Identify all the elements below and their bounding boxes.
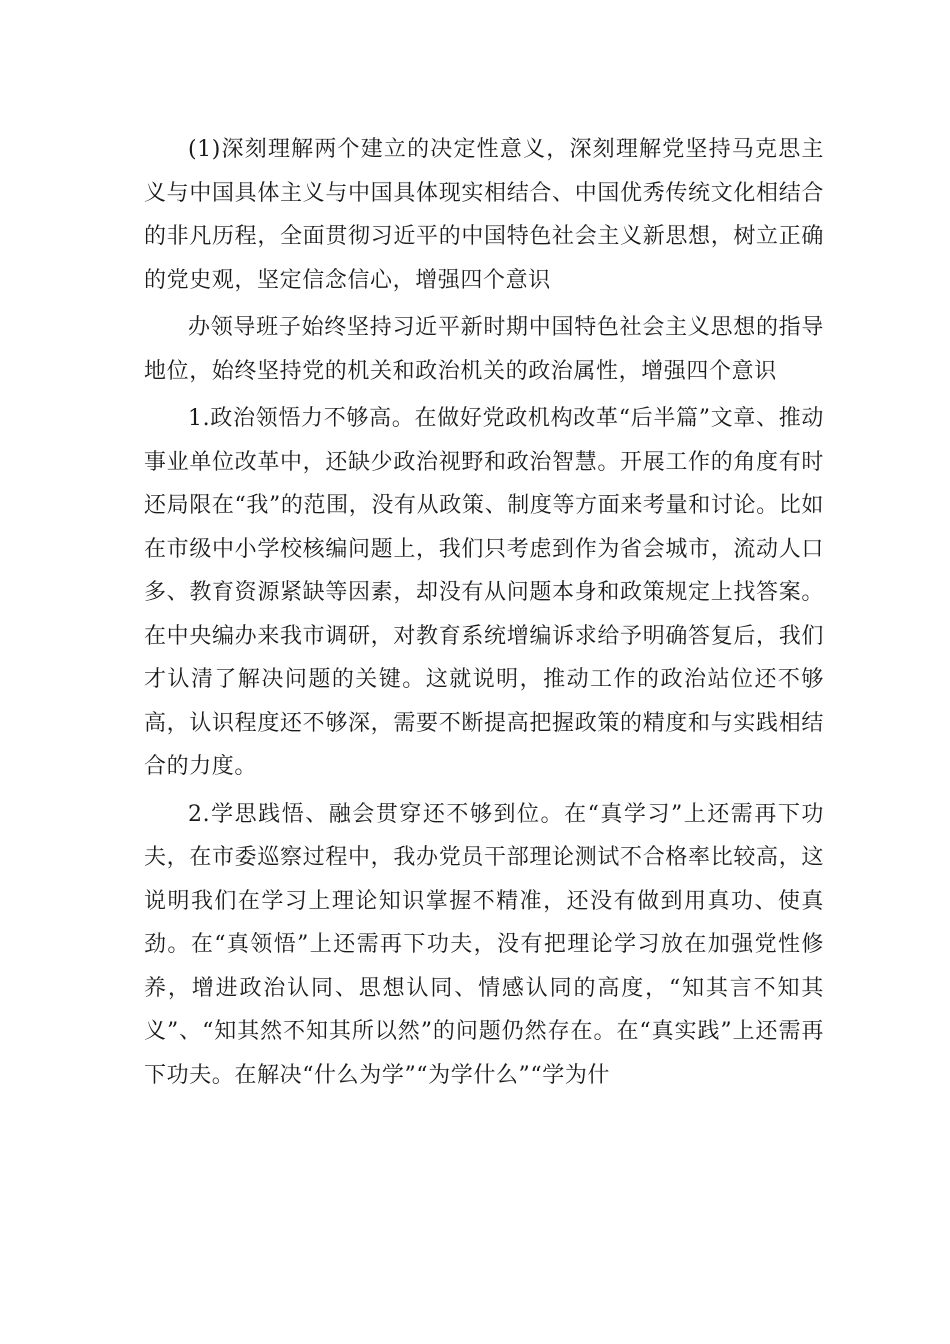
paragraph-understanding: (1)深刻理解两个建立的决定性意义，深刻理解党坚持马克思主义与中国具体主义与中国具体现实相结合、中国优秀传统文化相结合的非凡历程，全面贯彻习近平的中国特色社会主义新思想，树立正确的党史观，坚定信念信心，增强四个意识 bbox=[144, 137, 824, 293]
document-body bbox=[144, 128, 824, 1097]
paragraph-leadership: 办领导班子始终坚持习近平新时期中国特色社会主义思想的指导地位，始终坚持党的机关和政治机关的政治属性，增强四个意识 bbox=[144, 315, 824, 384]
paragraph-political-insight: 1.政治领悟力不够高。在做好党政机构改革“后半篇”文章、推动事业单位改革中，还缺少政治视野和政治智慧。开展工作的角度有时还局限在“我”的范围，没有从政策、制度等方面来考量和讨论。比如在市级中小学校核编问题上，我们只考虑到作为省会城市，流动人口多、教育资源紧缺等因素，却没有从问题本身和政策规定上找答案。在中央编办来我市调研，对教育系统增编诉求给予明确答复后，我们才认清了解决问题的关键。这就说明，推动工作的政治站位还不够高，认识程度还不够深，需要不断提高把握政策的精度和与实践相结合的力度。 bbox=[144, 406, 824, 779]
paragraph-study-practice: 2.学思践悟、融会贯穿还不够到位。在“真学习”上还需再下功夫，在市委巡察过程中，我办党员干部理论测试不合格率比较高，这说明我们在学习上理论知识掌握不精准，还没有做到用真功、使真劲。在“真领悟”上还需再下功夫，没有把理论学习放在加强党性修养，增进政治认同、思想认同、情感认同的高度，“知其言不知其义”、“知其然不知其所以然”的问题仍然存在。在“真实践”上还需再下功夫。在解决“什么为学”“为学什么”“学为什 bbox=[144, 801, 824, 1088]
